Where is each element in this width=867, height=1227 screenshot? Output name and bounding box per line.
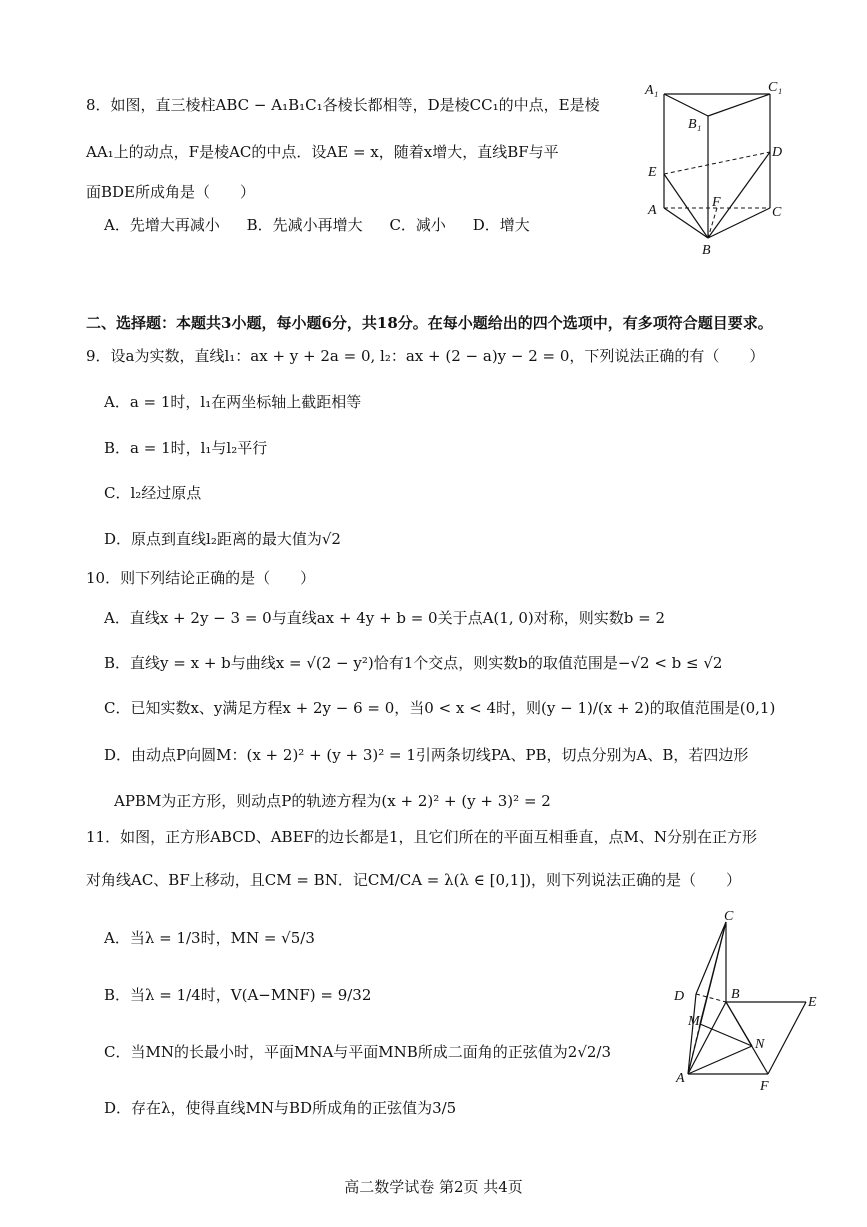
page-footer: 高二数学试卷 第2页 共4页 <box>344 1178 523 1196</box>
q8-option-a: A．先增大再减小 <box>104 216 220 234</box>
q8-options <box>104 215 552 235</box>
q8-stem-line1: 8．如图，直三棱柱ABC − A₁B₁C₁各棱长都相等，D是棱CC₁的中点，E是棱 <box>86 96 600 114</box>
squares-label-e: E <box>808 995 817 1010</box>
q11-option-d: D．存在λ，使得直线MN与BD所成角的正弦值为3/5 <box>104 1099 457 1117</box>
prism-label-c: C <box>772 205 782 220</box>
q9-option-b: B．a = 1时，l₁与l₂平行 <box>104 439 268 457</box>
prism-label-a1: A₁ <box>645 83 659 98</box>
q10-option-d: D．由动点P向圆M：(x + 2)² + (y + 3)² = 1引两条切线PA、PB，切点分别为A、B，若四边形 <box>104 746 749 764</box>
q9-option-a: A．a = 1时，l₁在两坐标轴上截距相等 <box>104 393 362 411</box>
squares-label-b: B <box>731 987 740 1002</box>
squares-figure <box>668 908 828 1098</box>
prism-label-a: A <box>648 203 657 218</box>
prism-label-e: E <box>648 165 657 180</box>
q8-option-d: D．增大 <box>472 216 530 234</box>
q11-option-a: A．当λ = 1/3时，MN = √5/3 <box>104 929 315 947</box>
prism-label-d: D <box>772 145 783 160</box>
q8-option-c: C．减小 <box>389 216 446 234</box>
q11-stem-line2: 对角线AC、BF上移动，且CM = BN．记CM/CA = λ(λ ∈ [0,1])，则下列说法正确的是（ ） <box>86 871 742 889</box>
prism-figure <box>640 78 790 258</box>
squares-label-f: F <box>760 1079 769 1094</box>
q10-option-b: B．直线y = x + b与曲线x = √(2 − y²)恰有1个交点，则实数b的取值范围是−√2 < b ≤ √2 <box>104 654 723 672</box>
prism-label-b: B <box>702 243 711 258</box>
squares-label-c: C <box>724 909 734 924</box>
prism-label-b1: B₁ <box>688 117 702 132</box>
q10-option-d-cont: APBM为正方形，则动点P的轨迹方程为(x + 2)² + (y + 3)² = 2 <box>114 792 551 810</box>
q8-stem-line3: 面BDE所成角是（ ） <box>86 183 255 201</box>
section-heading: 二、选择题：本题共3小题，每小题6分，共18分。在每小题给出的四个选项中，有多项符合题目要求。 <box>86 314 773 332</box>
q9-option-c: C．l₂经过原点 <box>104 484 202 502</box>
squares-label-n: N <box>755 1037 765 1052</box>
prism-label-c1: C₁ <box>768 80 783 95</box>
q11-stem-line1: 11．如图，正方形ABCD、ABEF的边长都是1，且它们所在的平面互相垂直，点M、N分别在正方形 <box>86 828 757 846</box>
q8-option-b: B．先减小再增大 <box>246 216 363 234</box>
q11-option-c: C．当MN的长最小时，平面MNA与平面MNB所成二面角的正弦值为2√2/3 <box>104 1043 612 1061</box>
q9-option-d: D．原点到直线l₂距离的最大值为√2 <box>104 530 341 548</box>
q9-stem: 9．设a为实数，直线l₁：ax + y + 2a = 0, l₂：ax + (2 − a)y − 2 = 0，下列说法正确的有（ ） <box>86 347 765 365</box>
squares-label-m: M <box>688 1014 700 1029</box>
squares-label-d: D <box>674 989 685 1004</box>
prism-label-f: F <box>712 195 721 210</box>
q10-stem: 10．则下列结论正确的是（ ） <box>86 569 316 587</box>
squares-label-a: A <box>676 1071 685 1086</box>
q10-option-a: A．直线x + 2y − 3 = 0与直线ax + 4y + b = 0关于点A(1, 0)对称，则实数b = 2 <box>104 609 666 627</box>
q10-option-c: C．已知实数x、y满足方程x + 2y − 6 = 0，当0 < x < 4时，则(y − 1)/(x + 2)的取值范围是(0,1) <box>104 699 776 717</box>
q11-option-b: B．当λ = 1/4时，V(A−MNF) = 9/32 <box>104 986 372 1004</box>
q8-stem-line2: AA₁上的动点，F是棱AC的中点．设AE = x，随着x增大，直线BF与平 <box>86 143 559 161</box>
